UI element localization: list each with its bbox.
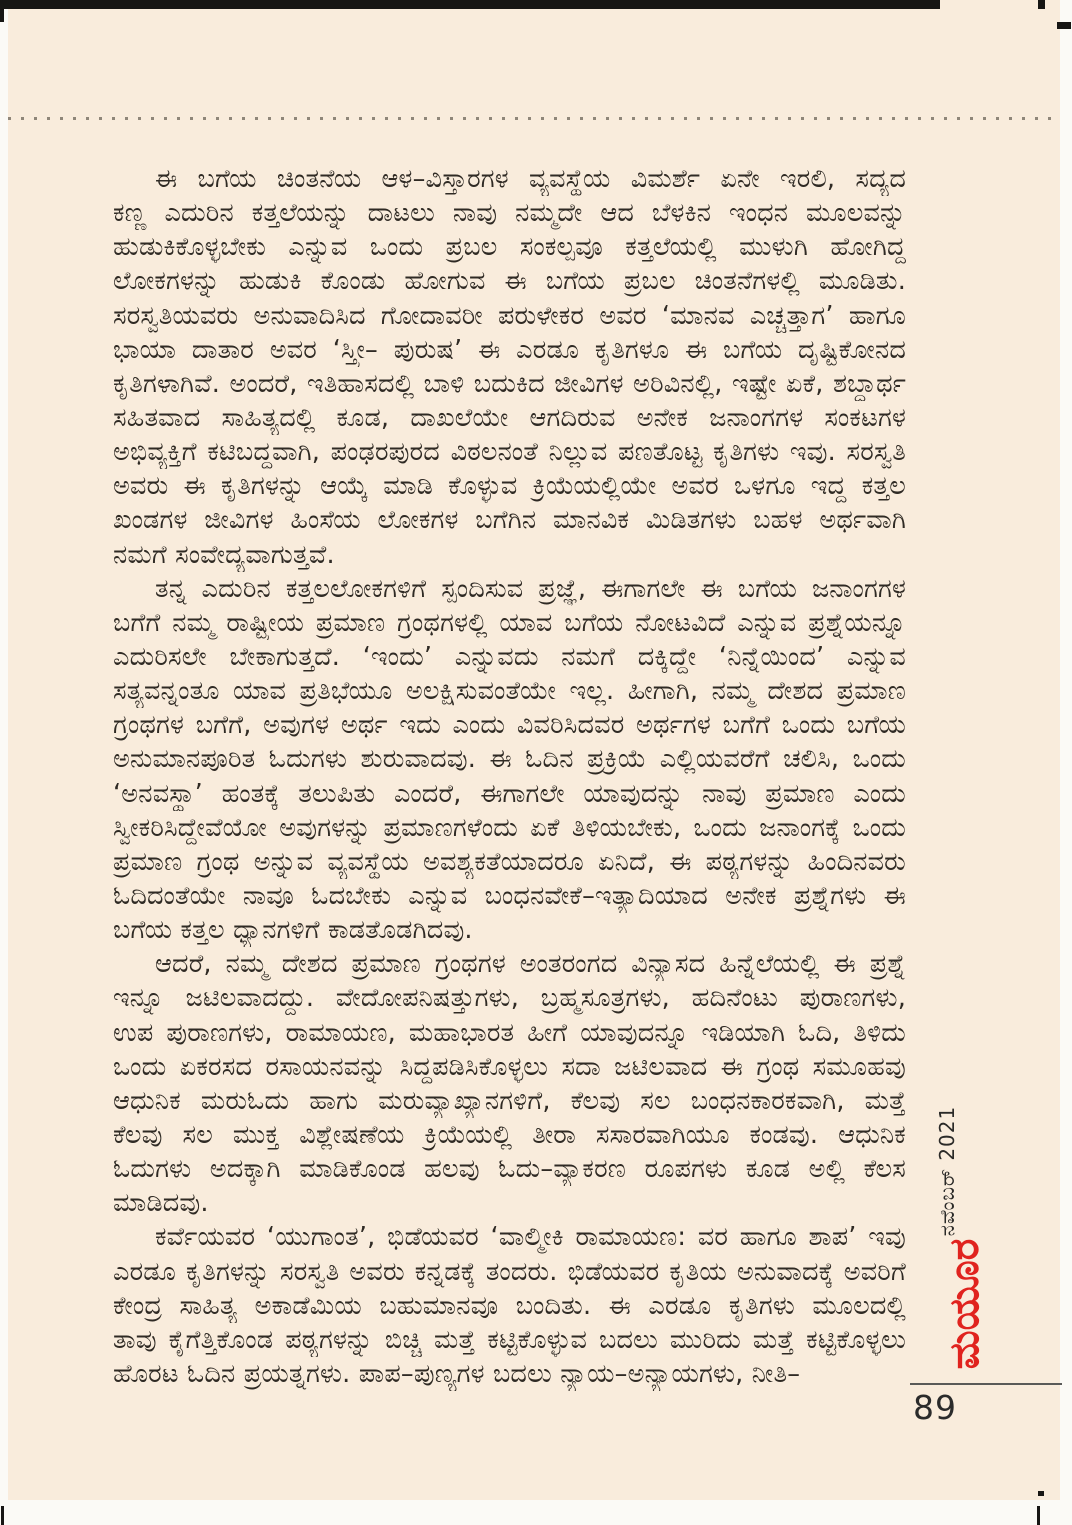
text-line: ನಮಗೆ ಸಂವೇದ್ಯವಾಗುತ್ತವೆ. — [113, 539, 335, 570]
text-line: ತಾವು ಕೈಗೆತ್ತಿಕೊಂಡ ಪಠ್ಯಗಳನ್ನು ಬಿಚ್ಚಿ ಮತ್ತೆ ಕಟ್ಟಿಕೊಳ್ಳುವ ಬದಲು ಮುರಿದು ಮತ್ತೆ ಕಟ್ಟಿಕೊಳ್ಳಲು — [113, 1324, 906, 1355]
text-line: ತನ್ನ ಎದುರಿನ ಕತ್ತಲಲೋಕಗಳಿಗೆ ಸ್ಪಂದಿಸುವ ಪ್ರಜ್ಞೆ, ಈಗಾಗಲೇ ಈ ಬಗೆಯ ಜನಾಂಗಗಳ — [155, 573, 906, 604]
text-line: ಖಂಡಗಳ ಜೀವಿಗಳ ಹಿಂಸೆಯ ಲೋಕಗಳ ಬಗೆಗಿನ ಮಾನವಿಕ ಮಿಡಿತಗಳು ಬಹಳ ಅರ್ಥವಾಗಿ — [113, 505, 906, 536]
article-body — [113, 162, 906, 1391]
text-line: ಭಾಯಾ ದಾತಾರ ಅವರ ‘ಸ್ತ್ರೀ– ಪುರುಷ’ ಈ ಎರಡೂ ಕೃತಿಗಳೂ ಈ ಬಗೆಯ ದೃಷ್ಟಿಕೋನದ — [113, 334, 906, 365]
text-line: ಕರ್ವೆಯವರ ‘ಯುಗಾಂತ’, ಭಿಡೆಯವರ ‘ವಾಲ್ಮೀಕಿ ರಾಮಾಯಣ: ವರ ಹಾಗೂ ಶಾಪ’ ಇವು — [155, 1222, 906, 1253]
text-line: ಕೇಂದ್ರ ಸಾಹಿತ್ಯ ಅಕಾಡೆಮಿಯ ಬಹುಮಾನವೂ ಬಂದಿತು. ಈ ಎರಡೂ ಕೃತಿಗಳು ಮೂಲದಲ್ಲಿ — [113, 1290, 906, 1321]
text-line: ಒಂದು ಏಕರಸದ ರಸಾಯನವನ್ನು ಸಿದ್ಧಪಡಿಸಿಕೊಳ್ಳಲು ಸದಾ ಜಟಿಲವಾದ ಈ ಗ್ರಂಥ ಸಮೂಹವು — [113, 1051, 906, 1082]
text-line: ಎರಡೂ ಕೃತಿಗಳನ್ನು ಸರಸ್ವತಿ ಅವರು ಕನ್ನಡಕ್ಕೆ ತಂದರು. ಭಿಡೆಯವರ ಕೃತಿಯ ಅನುವಾದಕ್ಕೆ ಅವರಿಗೆ — [113, 1256, 906, 1287]
page-number: 89 — [913, 1388, 957, 1427]
text-line: ಕಣ್ಣ ಎದುರಿನ ಕತ್ತಲೆಯನ್ನು ದಾಟಲು ನಾವು ನಮ್ಮದೇ ಆದ ಬೆಳಕಿನ ಇಂಧನ ಮೂಲವನ್ನು — [113, 198, 906, 229]
text-line: ಮಾಡಿದವು. — [113, 1188, 209, 1219]
text-line: ಬಗೆಯ ಕತ್ತಲ ಧ್ಯಾನಗಳಿಗೆ ಕಾಡತೊಡಗಿದವು. — [113, 915, 473, 946]
text-line: ಇನ್ನೂ ಜಟಿಲವಾದದ್ದು. ವೇದೋಪನಿಷತ್ತುಗಳು, ಬ್ರಹ್ಮಸೂತ್ರಗಳು, ಹದಿನೆಂಟು ಪುರಾಣಗಳು, — [113, 983, 906, 1014]
crop-mark-bottom-right — [1037, 1506, 1040, 1525]
page-number-rule — [910, 1383, 1062, 1385]
text-line: ಗ್ರಂಥಗಳ ಬಗೆಗೆ, ಅವುಗಳ ಅರ್ಥ ಇದು ಎಂದು ವಿವರಿಸಿದವರ ಅರ್ಥಗಳ ಬಗೆಗೆ ಒಂದು ಬಗೆಯ — [113, 710, 906, 741]
issue-date-vertical: ನವೆಂಬರ್ 2021 — [935, 1105, 959, 1237]
text-line: ಸ್ವೀಕರಿಸಿದ್ದೇವೆಯೋ ಅವುಗಳನ್ನು ಪ್ರಮಾಣಗಳೆಂದು ಏಕೆ ತಿಳಿಯಬೇಕು, ಒಂದು ಜನಾಂಗಕ್ಕೆ ಒಂದು — [113, 812, 906, 843]
text-line: ಕೆಲವು ಸಲ ಮುಕ್ತ ವಿಶ್ಲೇಷಣೆಯ ಕ್ರಿಯೆಯಲ್ಲಿ ತೀರಾ ಸಸಾರವಾಗಿಯೂ ಕಂಡವು. ಆಧುನಿಕ — [113, 1119, 906, 1150]
text-line: ಲೋಕಗಳನ್ನು ಹುಡುಕಿ ಕೊಂಡು ಹೋಗುವ ಈ ಬಗೆಯ ಪ್ರಬಲ ಚಿಂತನೆಗಳಲ್ಲಿ ಮೂಡಿತು. — [113, 266, 906, 297]
text-line: ‘ಅನವಸ್ಥಾ’ ಹಂತಕ್ಕೆ ತಲುಪಿತು ಎಂದರೆ, ಈಗಾಗಲೇ ಯಾವುದನ್ನು ನಾವು ಪ್ರಮಾಣ ಎಂದು — [113, 778, 906, 809]
text-line: ಸಹಿತವಾದ ಸಾಹಿತ್ಯದಲ್ಲಿ ಕೂಡ, ದಾಖಲೆಯೇ ಆಗದಿರುವ ಅನೇಕ ಜನಾಂಗಗಳ ಸಂಕಟಗಳ — [113, 402, 906, 433]
crop-mark-top-left — [0, 0, 4, 22]
text-line: ಸರಸ್ವತಿಯವರು ಅನುವಾದಿಸಿದ ಗೋದಾವರೀ ಪರುಳೇಕರ ಅವರ ‘ಮಾನವ ಎಚ್ಚತ್ತಾಗ’ ಹಾಗೂ — [113, 300, 906, 331]
text-line: ಆದರೆ, ನಮ್ಮ ದೇಶದ ಪ್ರಮಾಣ ಗ್ರಂಥಗಳ ಅಂತರಂಗದ ವಿನ್ಯಾಸದ ಹಿನ್ನೆಲೆಯಲ್ಲಿ ಈ ಪ್ರಶ್ನೆ — [155, 949, 906, 980]
text-line: ಪ್ರಮಾಣ ಗ್ರಂಥ ಅನ್ನುವ ವ್ಯವಸ್ಥೆಯ ಅವಶ್ಯಕತೆಯಾದರೂ ಏನಿದೆ, ಈ ಪಠ್ಯಗಳನ್ನು ಹಿಂದಿನವರು — [113, 846, 906, 877]
top-rule — [0, 0, 940, 9]
crop-mark-right-dash — [1057, 22, 1071, 29]
text-line: ಉಪ ಪುರಾಣಗಳು, ರಾಮಾಯಣ, ಮಹಾಭಾರತ ಹೀಗೆ ಯಾವುದನ್ನೂ ಇಡಿಯಾಗಿ ಓದಿ, ತಿಳಿದು — [113, 1017, 906, 1048]
text-line: ಎದುರಿಸಲೇ ಬೇಕಾಗುತ್ತದೆ. ‘ಇಂದು’ ಎನ್ನುವದು ನಮಗೆ ದಕ್ಕಿದ್ದೇ ‘ನಿನ್ನೆಯಿಂದ’ ಎನ್ನುವ — [113, 641, 906, 672]
text-line: ಸತ್ಯವನ್ನಂತೂ ಯಾವ ಪ್ರತಿಭೆಯೂ ಅಲಕ್ಷಿಸುವಂತೆಯೇ ಇಲ್ಲ. ಹೀಗಾಗಿ, ನಮ್ಮ ದೇಶದ ಪ್ರಮಾಣ — [113, 676, 906, 707]
magazine-logo-vertical: ಮಯೂರ — [940, 1238, 988, 1370]
text-line: ಓದುಗಳು ಅದಕ್ಕಾಗಿ ಮಾಡಿಕೊಂಡ ಹಲವು ಓದು–ವ್ಯಾಕರಣ ರೂಪಗಳು ಕೂಡ ಅಲ್ಲಿ ಕೆಲಸ — [113, 1154, 906, 1185]
text-line: ಈ ಬಗೆಯ ಚಿಂತನೆಯ ಆಳ–ವಿಸ್ತಾರಗಳ ವ್ಯವಸ್ಥೆಯ ವಿಮರ್ಶೆ ಏನೇ ಇರಲಿ, ಸದ್ಯದ — [155, 164, 906, 194]
text-line: ಓದಿದಂತೆಯೇ ನಾವೂ ಓದಬೇಕು ಎನ್ನುವ ಬಂಧನವೇಕೆ–ಇತ್ಯಾದಿಯಾದ ಅನೇಕ ಪ್ರಶ್ನೆಗಳು ಈ — [113, 880, 906, 911]
text-line: ಅನುಮಾನಪೂರಿತ ಓದುಗಳು ಶುರುವಾದವು. ಈ ಓದಿನ ಪ್ರಕ್ರಿಯೆ ಎಲ್ಲಿಯವರೆಗೆ ಚಲಿಸಿ, ಒಂದು — [113, 744, 906, 775]
crop-mark-top-right — [1038, 0, 1045, 9]
crop-mark-bottom-left — [1, 1506, 4, 1525]
text-line: ಬಗೆಗೆ ನಮ್ಮ ರಾಷ್ಟ್ರೀಯ ಪ್ರಮಾಣ ಗ್ರಂಥಗಳಲ್ಲಿ ಯಾವ ಬಗೆಯ ನೋಟವಿದೆ ಎನ್ನುವ ಪ್ರಶ್ನೆಯನ್ನೂ — [113, 607, 906, 638]
crop-mark-bottom-right-dot — [1038, 1491, 1044, 1496]
text-line: ಹುಡುಕಿಕೊಳ್ಳಬೇಕು ಎನ್ನುವ ಒಂದು ಪ್ರಬಲ ಸಂಕಲ್ಪವೂ ಕತ್ತಲೆಯಲ್ಲಿ ಮುಳುಗಿ ಹೋಗಿದ್ದ — [113, 232, 906, 263]
text-line: ಹೊರಟ ಓದಿನ ಪ್ರಯತ್ನಗಳು. ಪಾಪ–ಪುಣ್ಯಗಳ ಬದಲು ನ್ಯಾಯ–ಅನ್ಯಾಯಗಳು, ನೀತಿ– — [113, 1358, 801, 1389]
text-line: ಆಧುನಿಕ ಮರುಓದು ಹಾಗು ಮರುವ್ಯಾಖ್ಯಾನಗಳಿಗೆ, ಕೆಲವು ಸಲ ಬಂಧನಕಾರಕವಾಗಿ, ಮತ್ತೆ — [113, 1085, 906, 1116]
text-line: ಕೃತಿಗಳಾಗಿವೆ. ಅಂದರೆ, ಇತಿಹಾಸದಲ್ಲಿ ಬಾಳಿ ಬದುಕಿದ ಜೀವಿಗಳ ಅರಿವಿನಲ್ಲಿ, ಇಷ್ಟೇ ಏಕೆ, ಶಬ್ದಾರ್ಥ — [113, 368, 906, 399]
dotted-separator — [8, 117, 1060, 120]
text-line: ಅಭಿವ್ಯಕ್ತಿಗೆ ಕಟಿಬದ್ಧವಾಗಿ, ಪಂಢರಪುರದ ವಿಠಲನಂತೆ ನಿಲ್ಲುವ ಪಣತೊಟ್ಟ ಕೃತಿಗಳು ಇವು. ಸರಸ್ವತಿ — [113, 437, 906, 468]
text-line: ಅವರು ಈ ಕೃತಿಗಳನ್ನು ಆಯ್ಕೆ ಮಾಡಿ ಕೊಳ್ಳುವ ಕ್ರಿಯೆಯಲ್ಲಿಯೇ ಅವರ ಒಳಗೂ ಇದ್ದ ಕತ್ತಲ — [113, 471, 906, 502]
